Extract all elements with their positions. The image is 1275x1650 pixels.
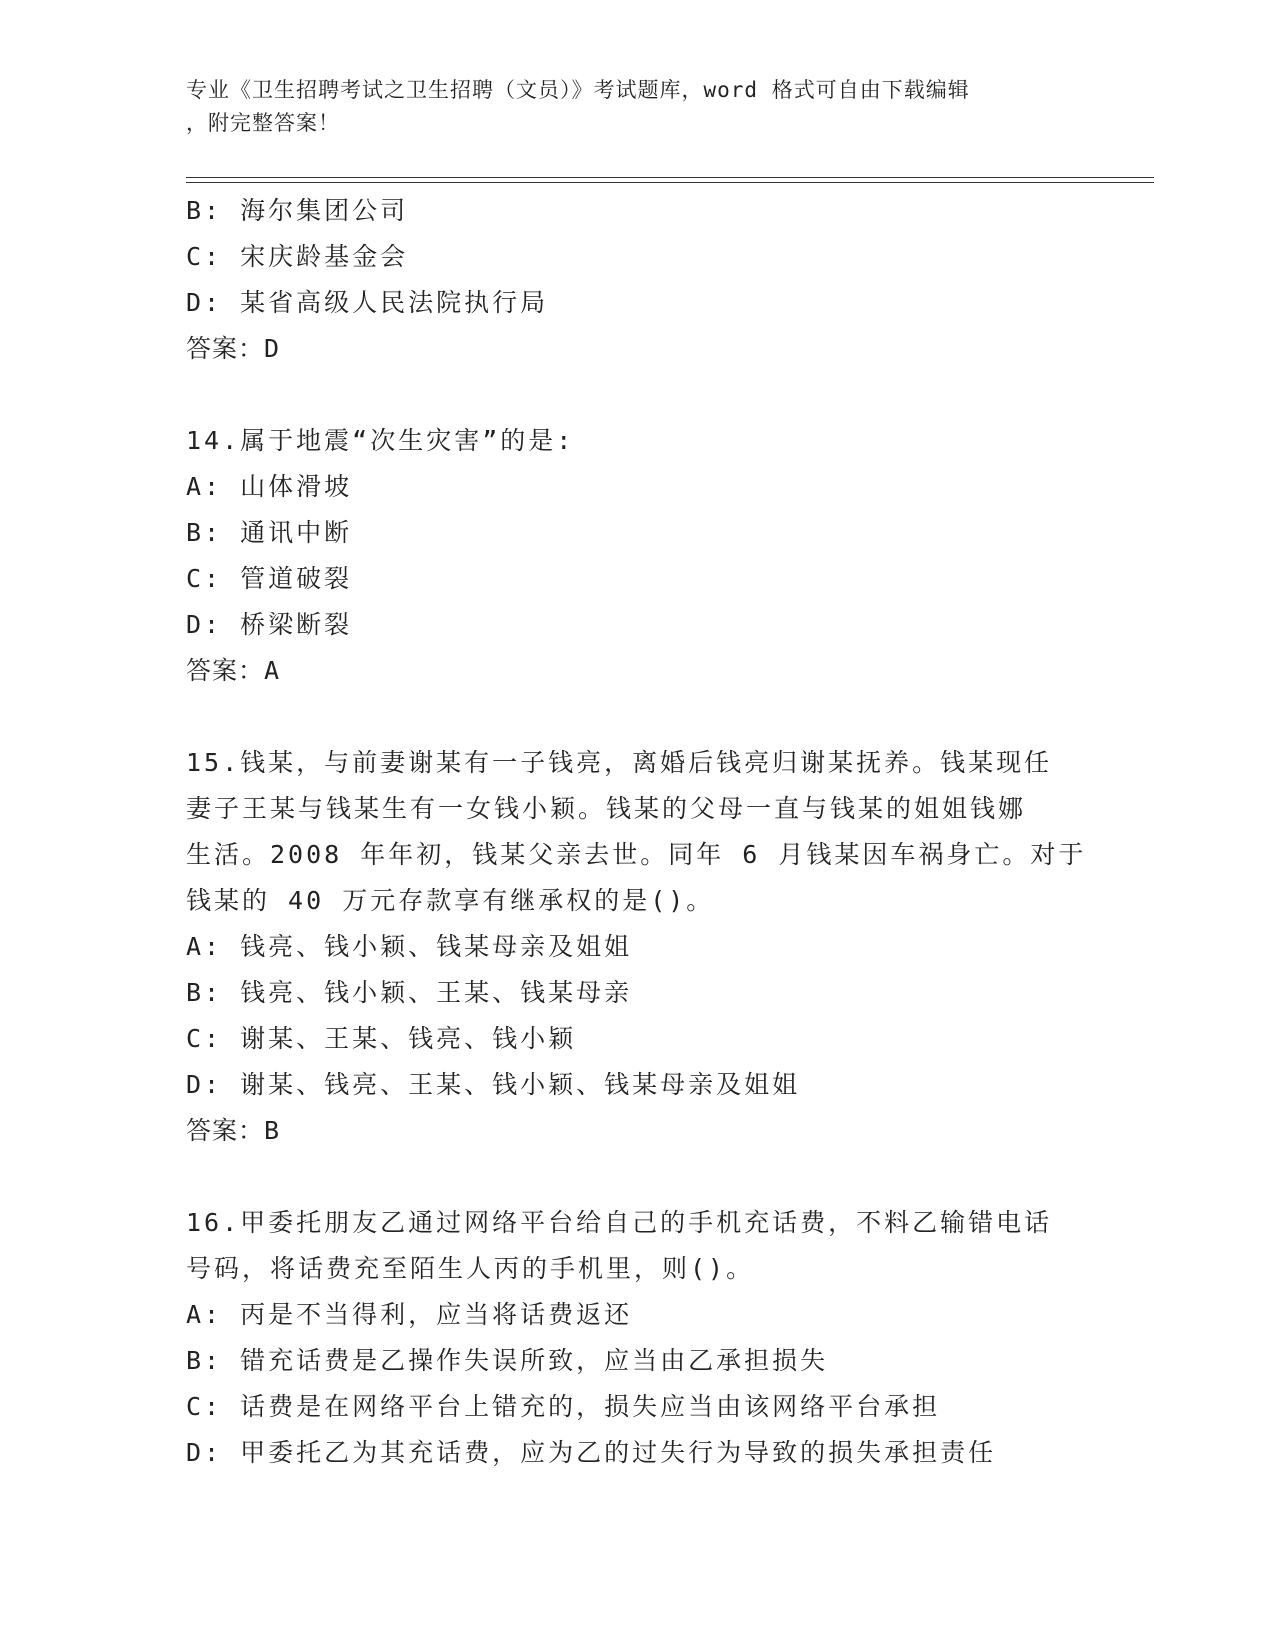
header-divider-top	[186, 177, 1154, 178]
option-d: D: 某省高级人民法院执行局	[186, 288, 549, 317]
spacer	[186, 1154, 1086, 1200]
answer-line: 答案：A	[186, 656, 281, 685]
question-stem-line: 15.钱某，与前妻谢某有一子钱亮，离婚后钱亮归谢某抚养。钱某现任	[186, 748, 1053, 777]
question-14	[186, 418, 1086, 694]
option-d: D: 甲委托乙为其充话费，应为乙的过失行为导致的损失承担责任	[186, 1438, 997, 1467]
option-a: A: 山体滑坡	[186, 472, 353, 501]
answer-line: 答案：B	[186, 1116, 281, 1145]
answer-line: 答案：D	[186, 334, 281, 363]
header-title-line-1: 专业《卫生招聘考试之卫生招聘（文员）》考试题库，word 格式可自由下载编辑	[186, 78, 970, 102]
option-b: B: 钱亮、钱小颖、王某、钱某母亲	[186, 978, 633, 1007]
option-b: B: 通讯中断	[186, 518, 353, 547]
option-b: B: 错充话费是乙操作失误所致，应当由乙承担损失	[186, 1346, 829, 1375]
spacer	[186, 372, 1086, 418]
option-a: A: 丙是不当得利，应当将话费返还	[186, 1300, 633, 1329]
option-b: B: 海尔集团公司	[186, 196, 409, 225]
question-stem-line: 号码，将话费充至陌生人丙的手机里，则()。	[186, 1254, 755, 1283]
question-13	[186, 188, 1086, 372]
question-15	[186, 740, 1086, 1154]
question-stem: 14.属于地震“次生灾害”的是:	[186, 426, 575, 455]
spacer	[186, 694, 1086, 740]
question-list	[186, 188, 1086, 1476]
question-stem-line: 妻子王某与钱某生有一女钱小颖。钱某的父母一直与钱某的姐姐钱娜	[186, 794, 1027, 823]
question-stem-line: 钱某的 40 万元存款享有继承权的是()。	[186, 886, 715, 915]
option-c: C: 宋庆龄基金会	[186, 242, 409, 271]
option-d: D: 谢某、钱亮、王某、钱小颖、钱某母亲及姐姐	[186, 1070, 801, 1099]
option-a: A: 钱亮、钱小颖、钱某母亲及姐姐	[186, 932, 633, 961]
option-d: D: 桥梁断裂	[186, 610, 353, 639]
option-c: C: 话费是在网络平台上错充的，损失应当由该网络平台承担	[186, 1392, 941, 1421]
header-title-line-2: ，附完整答案！	[186, 111, 340, 135]
question-16	[186, 1200, 1086, 1476]
header-divider-bottom	[186, 182, 1154, 183]
question-stem-line: 16.甲委托朋友乙通过网络平台给自己的手机充话费，不料乙输错电话	[186, 1208, 1053, 1237]
document-header	[186, 74, 1066, 140]
question-stem-line: 生活。2008 年年初，钱某父亲去世。同年 6 月钱某因车祸身亡。对于	[186, 840, 1087, 869]
option-c: C: 谢某、王某、钱亮、钱小颖	[186, 1024, 577, 1053]
option-c: C: 管道破裂	[186, 564, 353, 593]
